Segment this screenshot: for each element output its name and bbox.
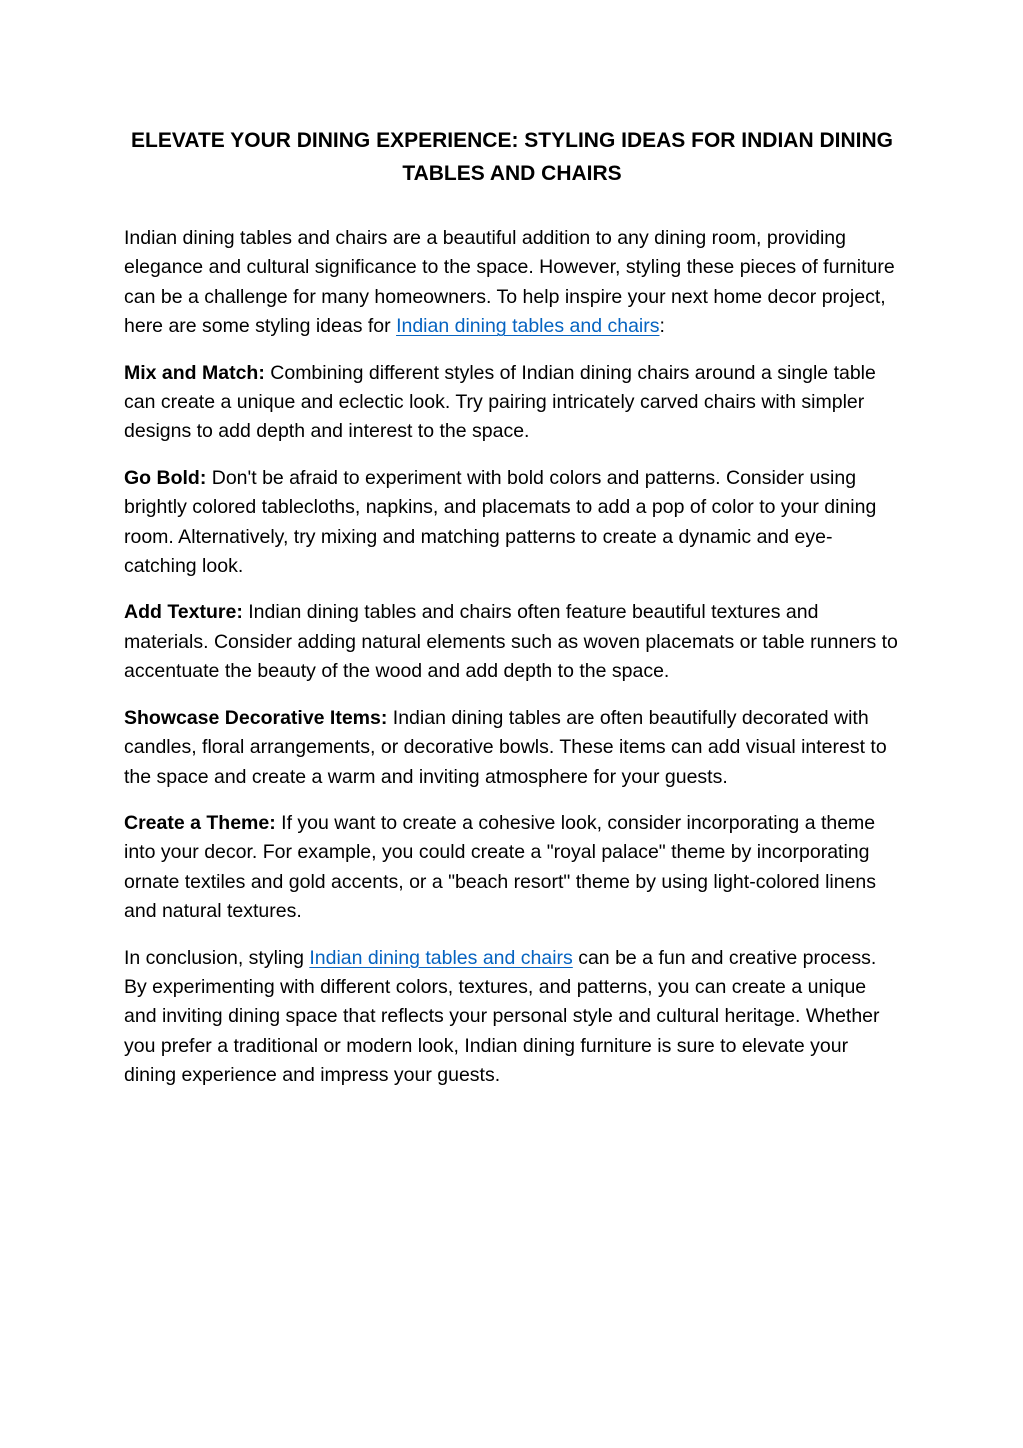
conclusion-link[interactable]: Indian dining tables and chairs: [309, 946, 573, 969]
intro-text: Indian dining tables and chairs are a beautiful addition to any dining room, providing elegance and cultural significance to the space. However, styling these pieces of furniture can be a challenge for many homeowners. To help inspire your next home decor project, here are some styling ideas for: [124, 227, 895, 338]
intro-link[interactable]: Indian dining tables and chairs: [396, 315, 660, 338]
document-page: [124, 124, 900, 1108]
section-showcase-decorative-items: [124, 704, 900, 792]
section-body: Indian dining tables are often beautifully decorated with candles, floral arrangements, or decorative bowls. These items can add visual interest to the space and create a warm and inviting atmosphere for your guests.: [124, 706, 887, 788]
page-title: ELEVATE YOUR DINING EXPERIENCE: STYLING IDEAS FOR INDIAN DINING TABLES AND CHAIRS: [131, 129, 893, 185]
section-create-a-theme: [124, 809, 900, 927]
conclusion-text-end: can be a fun and creative process. By experimenting with different colors, textures, and patterns, you can create a unique and inviting dining space that reflects your personal style and cultural heritage. Whether you prefer a traditional or modern look, Indian dining furniture is sure to elevate your dining experience and impress your guests.: [124, 946, 880, 1087]
section-heading: Showcase Decorative Items:: [124, 706, 388, 729]
conclusion-text: In conclusion, styling: [124, 946, 310, 969]
intro-paragraph: [124, 224, 900, 342]
section-heading: Mix and Match:: [124, 361, 265, 384]
section-body: Combining different styles of Indian dining chairs around a single table can create a unique and eclectic look. Try pairing intricately carved chairs with simpler designs to add depth and interest to the space.: [124, 361, 876, 443]
conclusion-paragraph: [124, 944, 900, 1091]
intro-text-end: :: [659, 315, 665, 338]
section-mix-and-match: [124, 359, 900, 447]
section-heading: Add Texture:: [124, 601, 243, 624]
section-heading: Go Bold:: [124, 466, 207, 489]
document-body: [124, 224, 900, 1091]
section-add-texture: [124, 598, 900, 686]
section-go-bold: [124, 464, 900, 582]
section-body: Indian dining tables and chairs often feature beautiful textures and materials. Consider adding natural elements such as woven placemats or table runners to accentuate the beauty of the wood and add depth to the space.: [124, 601, 898, 683]
section-heading: Create a Theme:: [124, 811, 276, 834]
section-body: If you want to create a cohesive look, consider incorporating a theme into your decor. For example, you could create a "royal palace" theme by incorporating ornate textiles and gold accents, or a "beach resort" theme by using light-colored linens and natural textures.: [124, 811, 877, 923]
section-body: Don't be afraid to experiment with bold colors and patterns. Consider using brightly colored tablecloths, napkins, and placemats to add a pop of color to your dining room. Alternatively, try mixing and matching patterns to create a dynamic and eye-catching look.: [124, 466, 877, 578]
